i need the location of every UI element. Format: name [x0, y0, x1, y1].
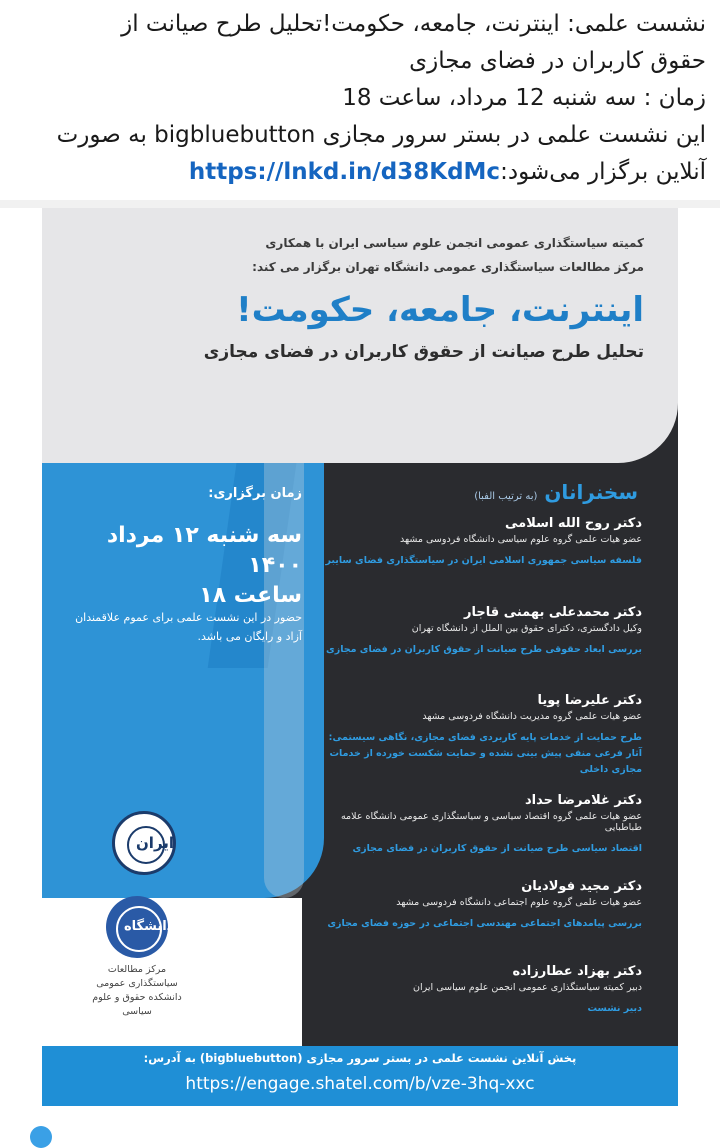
speaker-6 [312, 964, 642, 1017]
speaker-topic: بررسی پیامدهای اجتماعی مهندسی اجتماعی در حوزه فضای مجازی [327, 918, 642, 929]
when-label: زمان برگزاری: [208, 486, 302, 501]
speaker-affiliation: عضو هیات علمی گروه علوم سیاسی دانشگاه فردوسی مشهد [400, 534, 642, 545]
separator [0, 200, 720, 208]
poster-title: اینترنت، جامعه، حکومت! [236, 290, 644, 330]
speaker-affiliation: دبیر کمیته سیاستگذاری عمومی انجمن علوم سیاسی ایران [413, 982, 642, 993]
post-line-5-text: آنلاین برگزار می‌شود: [500, 159, 706, 185]
speaker-topic: بررسی ابعاد حقوقی طرح صیانت از حقوق کاربران در فضای مجازی [326, 644, 642, 655]
event-poster-image[interactable] [42, 208, 678, 1106]
speakers-heading-text: سخنرانان [544, 480, 638, 504]
speaker-affiliation: عضو هیات علمی گروه علوم اجتماعی دانشگاه فردوسی مشهد [396, 897, 642, 908]
speaker-topic: طرح حمایت از خدمات پایه کاربردی فضای مجازی، نگاهی سیستمی: [328, 732, 642, 743]
post-line-3: زمان : سه شنبه 12 مرداد، ساعت 18 [342, 85, 706, 111]
post-caption [0, 0, 720, 200]
poster-intro-1: کمیته سیاستگذاری عمومی انجمن علوم سیاسی ایران با همکاری [265, 236, 644, 250]
center-name: مرکز مطالعات سیاستگذاری عمومی دانشکده حقوق و علوم سیاسی [92, 964, 182, 1017]
speaker-topic: فلسفه سیاسی جمهوری اسلامی ایران در سیاستگذاری فضای سایبر [325, 555, 642, 566]
speaker-affiliation: عضو هیات علمی گروه اقتصاد سیاسی و سیاستگذاری عمومی دانشگاه علامه طباطبایی [340, 811, 642, 833]
avatar[interactable] [30, 1126, 52, 1148]
association-logo-icon [112, 811, 176, 875]
when-date [82, 521, 302, 611]
speaker-affiliation: عضو هیات علمی گروه مدیریت دانشگاه فردوسی مشهد [422, 711, 642, 722]
logo1-text: ایران [136, 834, 175, 852]
speaker-topic-2: آثار فرعی منفی پیش بینی نشده و حمایت شکست خورده از خدمات مجازی داخلی [329, 748, 642, 775]
speaker-topic: دبیر نشست [587, 1003, 642, 1014]
post-line-2: حقوق کاربران در فضای مجازی [409, 48, 706, 74]
speaker-2 [312, 605, 642, 658]
speaker-name: دکتر محمدعلی بهمنی قاجار [464, 605, 642, 620]
speaker-name: دکتر علیرضا پویا [537, 693, 642, 708]
broadcast-url: https://engage.shatel.com/b/vze-3hq-xxc [185, 1074, 535, 1094]
speaker-topic: اقتصاد سیاسی طرح صیانت از حقوق کاربران در فضای مجازی [352, 843, 642, 854]
speaker-name: دکتر مجید فولادیان [521, 879, 642, 894]
attendance-note-2: آزاد و رایگان می باشد. [197, 630, 302, 643]
speaker-name: دکتر روح الله اسلامی [505, 516, 642, 531]
bottom-area [0, 1106, 720, 1134]
post-line-4: این نشست علمی در بستر سرور مجازی bigbluebutton به صورت [56, 122, 706, 148]
speakers-note: (به ترتیب الفبا) [474, 491, 538, 502]
post-link[interactable]: https://lnkd.in/d38KdMc [188, 159, 501, 185]
speaker-name: دکتر بهزاد عطارزاده [512, 964, 642, 979]
speaker-4 [312, 793, 642, 857]
speaker-5 [312, 879, 642, 932]
post-line-5 [0, 154, 720, 191]
broadcast-line: پخش آنلاین نشست علمی در بستر سرور مجازی (bigbluebutton) به آدرس: [143, 1051, 577, 1065]
attendance-note [72, 608, 302, 646]
speaker-name: دکتر غلامرضا حداد [524, 793, 642, 808]
speakers-heading [338, 480, 638, 504]
post-line-1: نشست علمی: اینترنت، جامعه، حکومت!تحلیل طرح صیانت از [121, 11, 706, 37]
university-logo-icon [106, 896, 174, 958]
speaker-1 [312, 516, 642, 569]
attendance-note-1: حضور در این نشست علمی برای عموم علاقمندان [75, 611, 302, 624]
speaker-3 [312, 693, 642, 778]
speaker-affiliation: وکیل دادگستری، دکترای حقوق بین الملل از دانشگاه تهران [411, 623, 642, 634]
poster-intro-2: مرکز مطالعات سیاستگذاری عمومی دانشگاه تهران برگزار می کند: [252, 260, 644, 274]
logo2-text: دانشگاه [124, 919, 174, 934]
when-time-line: ساعت ۱۸ [199, 583, 302, 608]
when-date-line: سه شنبه ۱۲ مرداد ۱۴۰۰ [106, 523, 302, 578]
poster-subtitle: تحلیل طرح صیانت از حقوق کاربران در فضای مجازی [203, 342, 644, 362]
